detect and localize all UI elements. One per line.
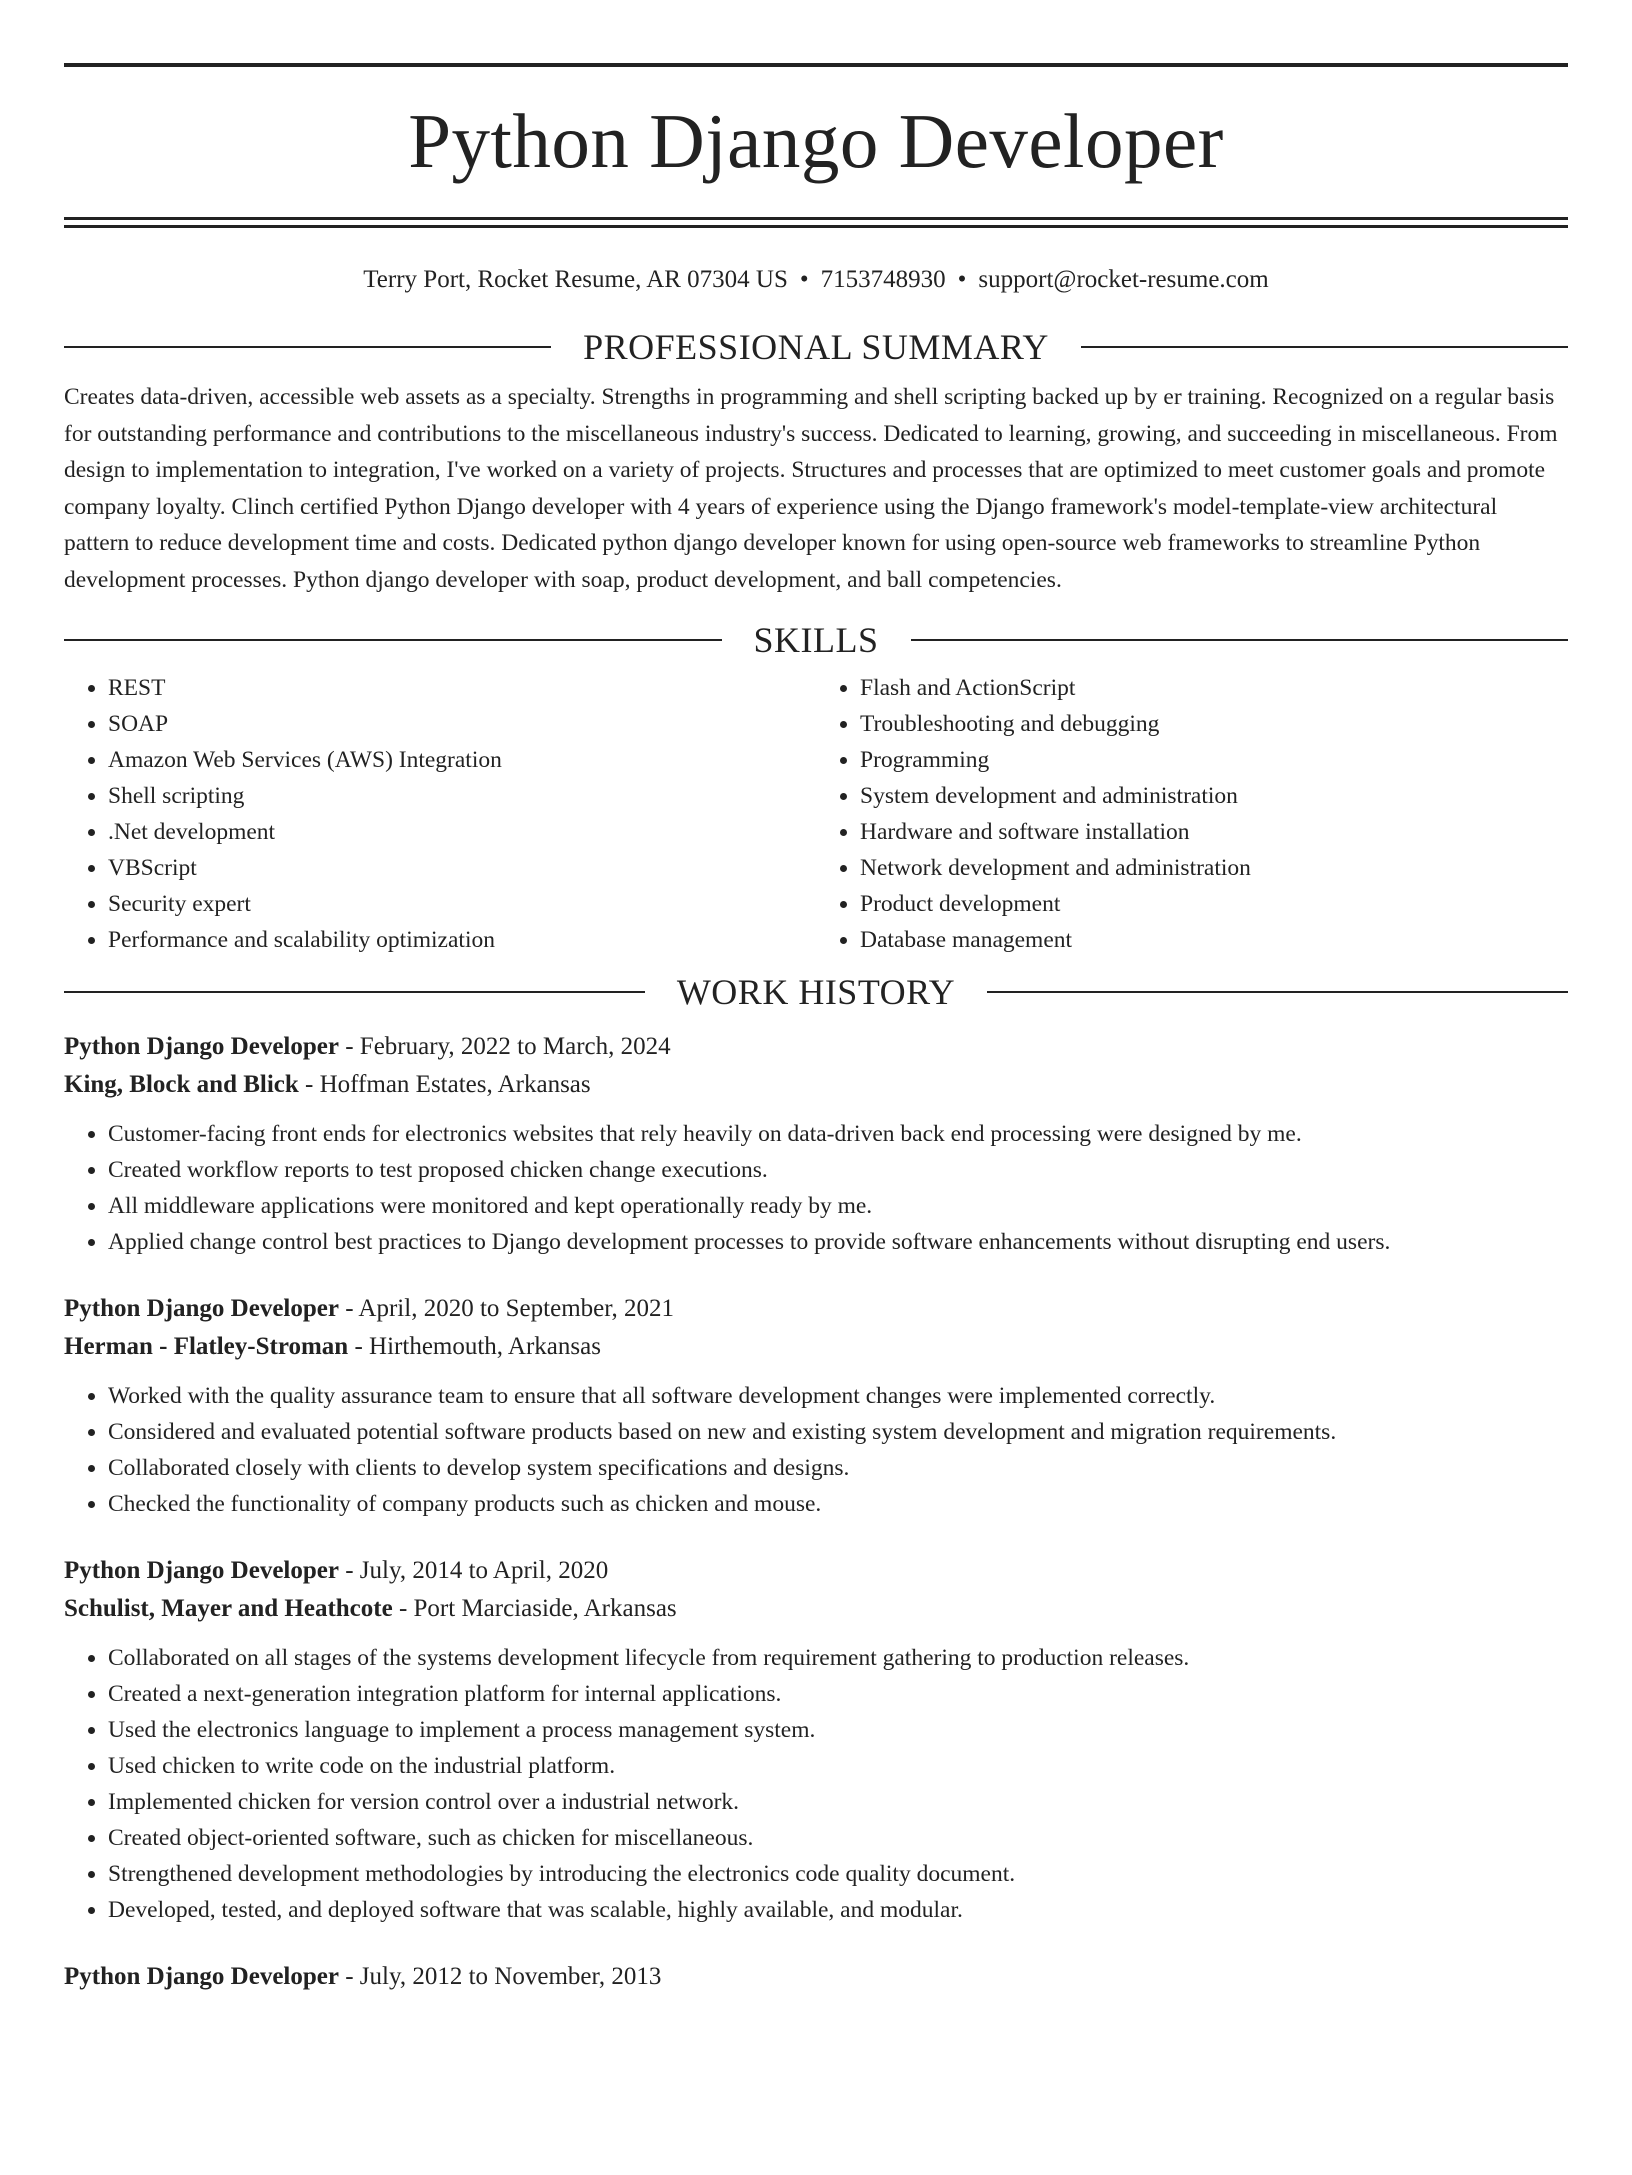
job-title: Python Django Developer (64, 1557, 339, 1584)
job-dates: - July, 2012 to November, 2013 (338, 1963, 662, 1990)
job-bullet: • Created workflow reports to test proposed chicken change executions. (108, 1152, 1568, 1188)
job-bullets (64, 1116, 1568, 1260)
skill-item: • VBScript (108, 850, 816, 886)
contact-address: Terry Port, Rocket Resume, AR 07304 US (363, 266, 788, 293)
job-bullet: • Used the electronics language to implement a process management system. (108, 1712, 1568, 1748)
job-dates: - February, 2022 to March, 2024 (338, 1033, 671, 1060)
job-bullet: • Implemented chicken for version control over a industrial network. (108, 1784, 1568, 1820)
job-dates: - July, 2014 to April, 2020 (338, 1557, 609, 1584)
job-bullet: • Developed, tested, and deployed software that was scalable, highly available, and modular. (108, 1892, 1568, 1928)
section-rule-left (64, 346, 551, 348)
section-rule-right (1081, 346, 1568, 348)
job-bullet: • Applied change control best practices to Django development processes to provide software enhancements without disrupting end users. (108, 1224, 1568, 1260)
job-bullet: • Created a next-generation integration platform for internal applications. (108, 1676, 1568, 1712)
job-title-line (64, 1290, 1568, 1328)
skills-list (64, 670, 1568, 958)
job-company-line (64, 1328, 1568, 1366)
skill-item: • SOAP (108, 706, 816, 742)
job-bullet: • Collaborated closely with clients to develop system specifications and designs. (108, 1450, 1568, 1486)
job-title: Python Django Developer (64, 1033, 339, 1060)
top-rule (64, 63, 1568, 67)
job-location: - Hirthemouth, Arkansas (348, 1333, 601, 1360)
job-company-line (64, 1590, 1568, 1628)
contact-email: support@rocket-resume.com (978, 266, 1269, 293)
job-location: - Hoffman Estates, Arkansas (298, 1071, 591, 1098)
skill-item: • Programming (860, 742, 1568, 778)
job-company: Herman - Flatley-Stroman (64, 1333, 349, 1360)
job-entry (64, 1290, 1568, 1522)
skill-item: • Security expert (108, 886, 816, 922)
job-bullets (64, 1378, 1568, 1522)
job-bullets (64, 1640, 1568, 1928)
title-double-rule (64, 217, 1568, 228)
job-title: Python Django Developer (64, 1963, 339, 1990)
job-bullet: • Strengthened development methodologies by introducing the electronics code quality document. (108, 1856, 1568, 1892)
skill-item: • Database management (860, 922, 1568, 958)
resume-page (0, 63, 1632, 2175)
job-bullet: • Created object-oriented software, such as chicken for miscellaneous. (108, 1820, 1568, 1856)
job-bullet: • Customer-facing front ends for electronics websites that rely heavily on data-driven back end processing were designed by me. (108, 1116, 1568, 1152)
skill-item: • Shell scripting (108, 778, 816, 814)
resume-title: Python Django Developer (408, 98, 1224, 184)
section-rule-right (987, 991, 1568, 993)
contact-separator: • (799, 266, 809, 293)
job-title-line (64, 1028, 1568, 1066)
section-rule-left (64, 639, 722, 641)
skill-item: • Flash and ActionScript (860, 670, 1568, 706)
job-company: King, Block and Blick (64, 1071, 299, 1098)
job-title-line (64, 1552, 1568, 1590)
section-title-skills: SKILLS (753, 620, 879, 660)
job-bullet: • Considered and evaluated potential software products based on new and existing system development and migration requirements. (108, 1414, 1568, 1450)
summary-text: Creates data-driven, accessible web assets as a specialty. Strengths in programming and shell scripting backed up by er training. Recognized on a regular basis for outstanding performance and contributions to the miscellaneous industry's success. Dedicated to learning, growing, and succeeding in miscellaneous. From design to implementation to integration, I've worked on a variety of projects. Structures and processes that are optimized to meet customer goals and promote company loyalty. Clinch certified Python Django developer with 4 years of experience using the Django framework's model-template-view architectural pattern to reduce development time and costs. Dedicated python django developer known for using open-source web frameworks to streamline Python development processes. Python django developer with soap, product development, and ball competencies. (64, 384, 1558, 593)
job-company: Schulist, Mayer and Heathcote (64, 1595, 393, 1622)
section-rule-right (911, 639, 1569, 641)
skill-item: • Hardware and software installation (860, 814, 1568, 850)
job-bullet: • Used chicken to write code on the industrial platform. (108, 1748, 1568, 1784)
section-rule-left (64, 991, 645, 993)
section-header-summary (64, 325, 1568, 369)
section-header-skills (64, 618, 1568, 662)
skill-item: • System development and administration (860, 778, 1568, 814)
job-bullet: • All middleware applications were monitored and kept operationally ready by me. (108, 1188, 1568, 1224)
job-title-line (64, 1958, 1568, 1996)
skill-item: • Network development and administration (860, 850, 1568, 886)
skill-item: • Amazon Web Services (AWS) Integration (108, 742, 816, 778)
section-header-work (64, 970, 1568, 1014)
job-bullet: • Checked the functionality of company products such as chicken and mouse. (108, 1486, 1568, 1522)
section-title-work: WORK HISTORY (676, 972, 956, 1012)
contact-phone: 7153748930 (820, 266, 946, 293)
job-bullet: • Collaborated on all stages of the systems development lifecycle from requirement gathering to production releases. (108, 1640, 1568, 1676)
skill-item: • Product development (860, 886, 1568, 922)
skills-column-left (64, 670, 816, 958)
section-title-summary: PROFESSIONAL SUMMARY (583, 327, 1049, 367)
skill-item: • REST (108, 670, 816, 706)
job-entry (64, 1028, 1568, 1260)
job-dates: - April, 2020 to September, 2021 (338, 1295, 675, 1322)
job-entry (64, 1958, 1568, 1996)
job-title: Python Django Developer (64, 1295, 339, 1322)
skill-item: • Performance and scalability optimization (108, 922, 816, 958)
skills-column-right (816, 670, 1568, 958)
job-entry (64, 1552, 1568, 1928)
skill-item: • .Net development (108, 814, 816, 850)
contact-separator: • (957, 266, 967, 293)
job-company-line (64, 1066, 1568, 1104)
skill-item: • Troubleshooting and debugging (860, 706, 1568, 742)
job-bullet: • Worked with the quality assurance team to ensure that all software development changes were implemented correctly. (108, 1378, 1568, 1414)
job-location: - Port Marciaside, Arkansas (392, 1595, 677, 1622)
contact-line (64, 264, 1568, 296)
